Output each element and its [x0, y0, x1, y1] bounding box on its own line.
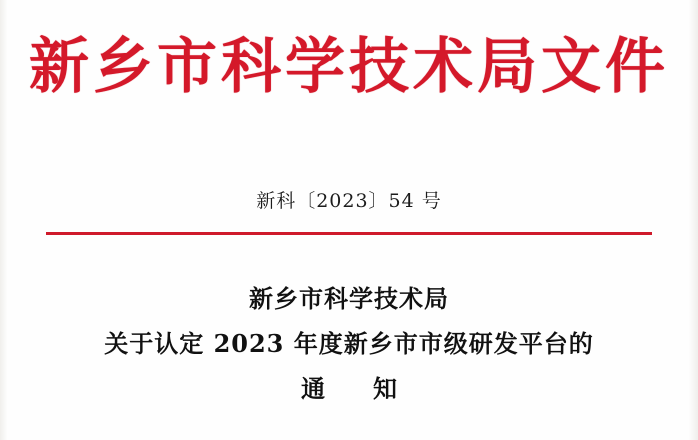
notice-heading-block [0, 276, 698, 411]
page-title: 新乡市科学技术局文件 [29, 32, 669, 102]
issuing-authority-line: 新乡市科学技术局 [249, 284, 449, 313]
document-number: 新科〔2023〕54 号 [256, 190, 442, 212]
red-divider-rule [46, 232, 652, 235]
notice-subject-line: 关于认定 2023 年度新乡市市级研发平台的 [104, 329, 594, 358]
notice-type-line: 通 知 [301, 374, 409, 403]
